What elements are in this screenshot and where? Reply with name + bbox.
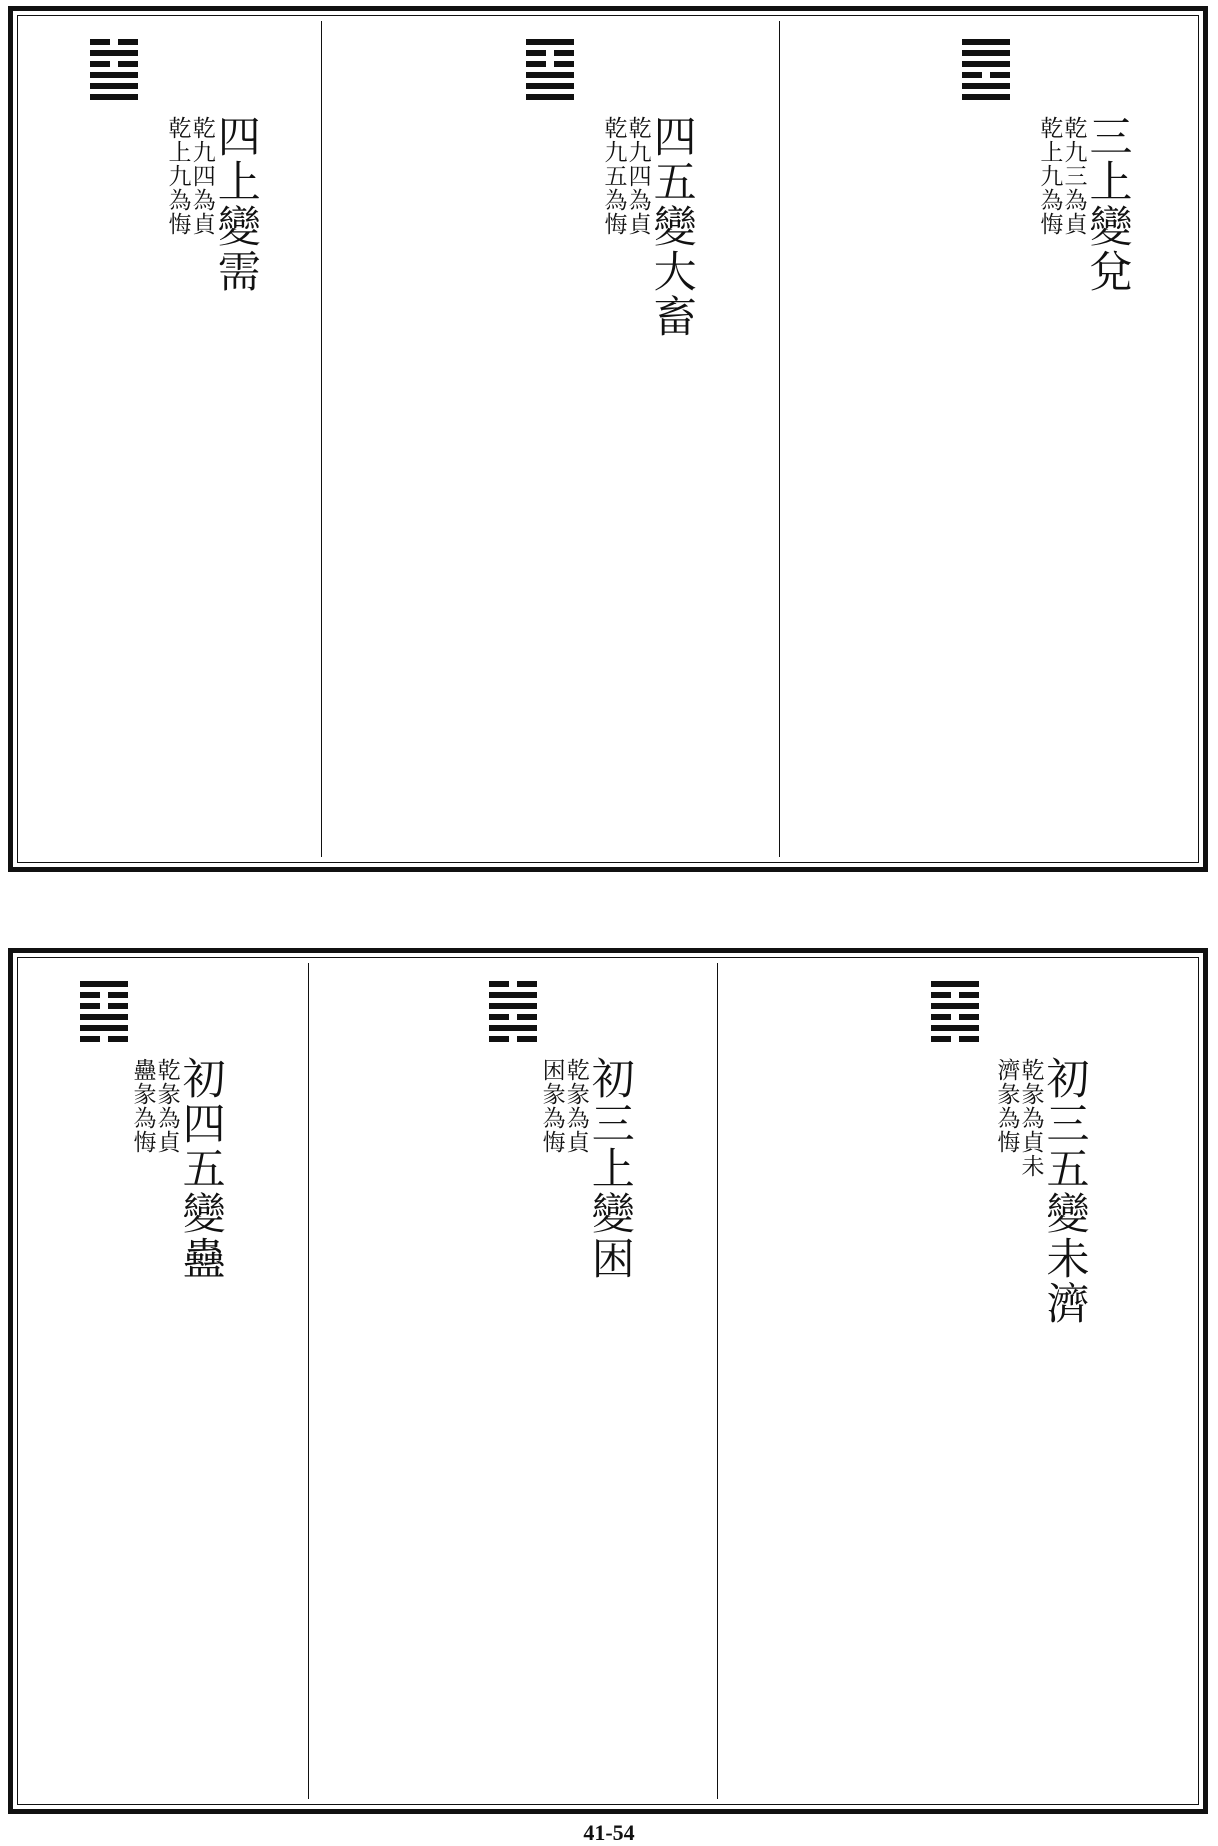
entry — [408, 114, 697, 339]
annotation-line: 乾九四為貞 — [624, 116, 651, 236]
entry-title: 初四五變蠱 — [175, 1056, 226, 1281]
entry-title: 三上變兌 — [1082, 114, 1133, 294]
annotation-line: 濟彖為悔 — [993, 1058, 1020, 1154]
annotation-line: 乾彖為貞 — [562, 1058, 589, 1154]
bottom-columns — [23, 963, 1193, 1799]
annotation — [844, 116, 1085, 236]
annotation-line: 乾上九為悔 — [164, 116, 191, 236]
text-column — [0, 963, 308, 1799]
annotation-line: 困彖為悔 — [538, 1058, 565, 1154]
text-column — [0, 21, 321, 857]
entry-title: 初三五變未濟 — [1039, 1056, 1090, 1326]
annotation-line: 乾上九為悔 — [1036, 116, 1063, 236]
annotation-line: 乾九四為貞 — [188, 116, 215, 236]
entry — [0, 114, 261, 294]
annotation-line: 乾彖為貞未 — [1017, 1058, 1044, 1178]
hexagram-icon — [931, 981, 979, 1042]
top-page-panel — [8, 6, 1208, 872]
entry — [395, 1056, 635, 1281]
annotation — [0, 1058, 179, 1154]
annotation-line: 蠱彖為悔 — [129, 1058, 156, 1154]
annotation-line: 乾九五為悔 — [600, 116, 627, 236]
text-column — [717, 963, 1193, 1799]
hexagram-icon — [489, 981, 537, 1042]
text-column — [321, 21, 778, 857]
hexagram-icon — [80, 981, 128, 1042]
top-columns — [23, 21, 1193, 857]
annotation — [825, 1058, 1042, 1178]
hexagram-icon — [90, 39, 138, 100]
entry-title: 四上變需 — [210, 114, 261, 294]
hexagram-icon — [962, 39, 1010, 100]
annotation — [395, 1058, 588, 1154]
entry-title: 初三上變困 — [584, 1056, 635, 1281]
text-column — [308, 963, 717, 1799]
text-column — [779, 21, 1193, 857]
entry — [844, 114, 1133, 294]
annotation-line: 乾九三為貞 — [1060, 116, 1087, 236]
entry — [0, 1056, 226, 1281]
entry — [825, 1056, 1090, 1326]
page-number: 41-54 — [583, 1820, 635, 1845]
bottom-page-panel — [8, 948, 1208, 1814]
annotation-line: 乾彖為貞 — [153, 1058, 180, 1154]
annotation — [0, 116, 214, 236]
entry-title: 四五變大畜 — [646, 114, 697, 339]
hexagram-icon — [526, 39, 574, 100]
annotation — [408, 116, 649, 236]
